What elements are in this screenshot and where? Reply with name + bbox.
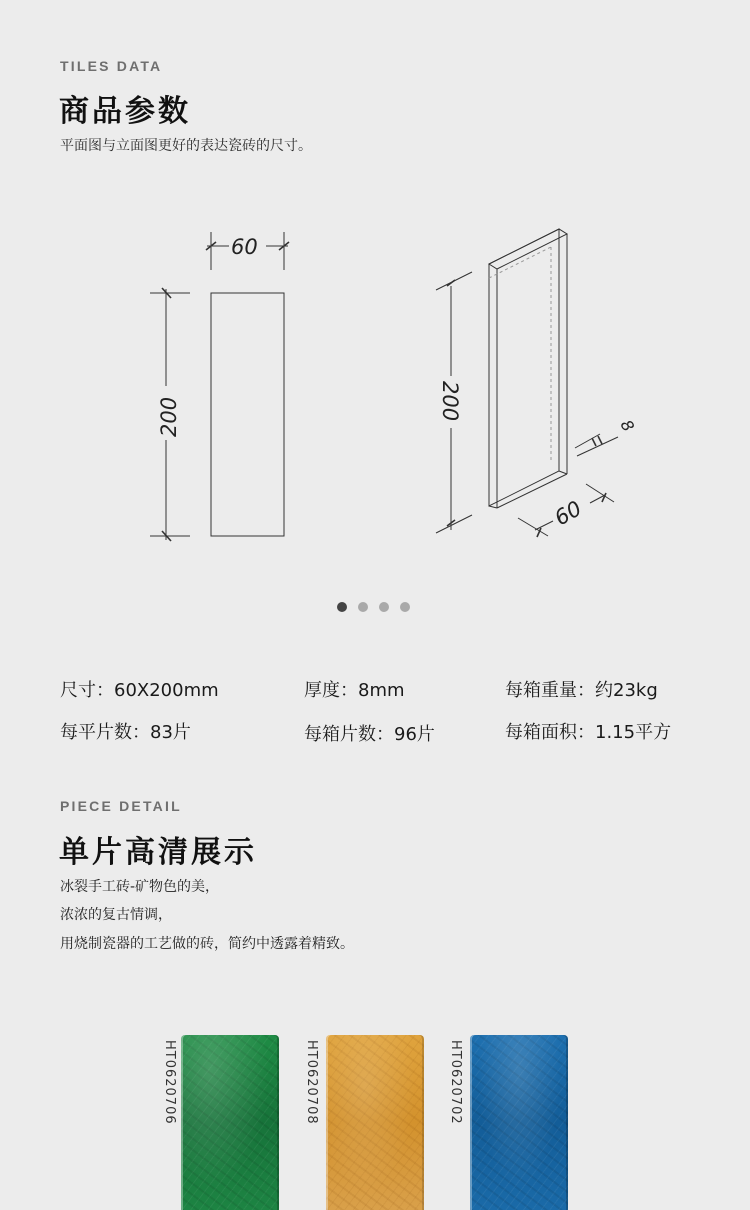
piece-detail-eyebrow: PIECE DETAIL [60,798,182,814]
side-width-label: 60 [550,496,586,531]
side-height-label: 200 [438,381,462,422]
tiles-data-eyebrow: TILES DATA [60,58,163,74]
tiles-data-title: 商品参数 [59,94,191,129]
front-view-rect [211,293,284,536]
tile-code-amber: HT0620708 [304,1040,319,1125]
dimension-diagram [0,190,750,570]
piece-detail-line-2: 浓浓的复古情调， [60,907,172,923]
tile-amber-image [326,1035,424,1210]
carousel-dot-4[interactable] [400,602,410,612]
piece-detail-line-1: 冰裂手工砖-矿物色的美， [60,879,220,895]
carousel-dot-2[interactable] [358,602,368,612]
front-height-label: 200 [157,396,181,437]
carousel-dot-1[interactable] [337,602,347,612]
tile-code-blue: HT0620702 [448,1040,463,1125]
spec-size: 尺寸：60X200mm [60,680,219,701]
piece-detail-title: 单片高清展示 [59,835,257,870]
iso-front-face [489,229,559,506]
piece-detail-line-3: 用烧制瓷器的工艺做的砖，简约中透露着精致。 [60,936,354,952]
iso-top-face [489,229,567,269]
tiles-data-description: 平面图与立面图更好的表达瓷砖的尺寸。 [60,138,312,154]
tile-code-green: HT0620706 [162,1040,177,1125]
spec-pieces-per-sqm: 每平片数：83片 [60,722,191,743]
carousel-dot-3[interactable] [379,602,389,612]
tile-blue-image [470,1035,568,1210]
side-thickness-label: 8 [616,416,639,435]
spec-box-weight: 每箱重量：约23kg [505,680,658,701]
spec-thickness: 厚度：8mm [304,680,405,701]
carousel-dots [337,602,410,612]
spec-pieces-per-box: 每箱片数：96片 [304,724,435,745]
tile-green-image [181,1035,279,1210]
spec-area-per-box: 每箱面积：1.15平方 [505,722,672,743]
front-width-label: 60 [231,235,258,259]
